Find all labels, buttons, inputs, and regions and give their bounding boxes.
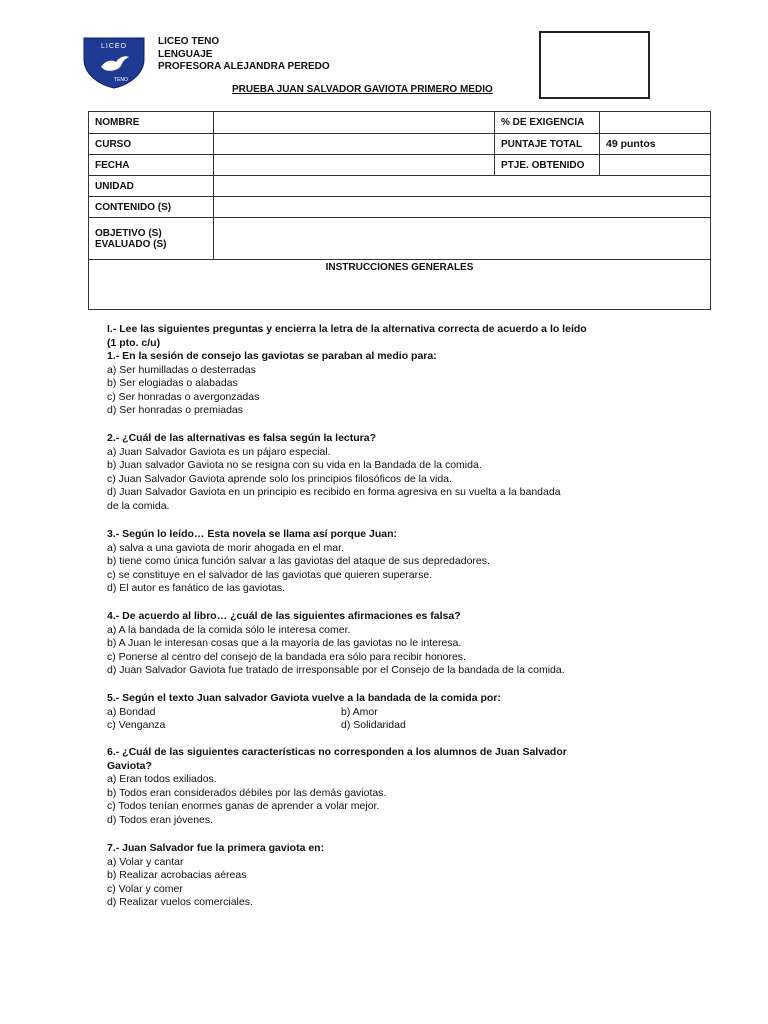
question-4-option-d[interactable]: d) Juan Salvador Gaviota fue tratado de irresponsable por el Consejo de la bandada de la comida.: [107, 664, 565, 677]
question-7-option-a[interactable]: a) Volar y cantar: [107, 855, 184, 868]
label-ptje-obtenido: PTJE. OBTENIDO: [495, 155, 600, 176]
section-line-2: (1 pto. c/u): [107, 336, 161, 349]
question-1-option-c[interactable]: c) Ser honradas o avergonzadas: [107, 390, 260, 403]
label-nombre: NOMBRE: [89, 112, 214, 134]
question-6-stem-cont: Gaviota?: [107, 759, 152, 772]
question-6-option-d[interactable]: d) Todos eran jóvenes.: [107, 813, 214, 826]
school-logo: [83, 37, 145, 89]
question-7: [107, 842, 324, 910]
logo-text-top: LICEO: [100, 43, 128, 50]
question-3-option-a[interactable]: a) salva a una gaviota de morir ahogada en el mar.: [107, 541, 344, 554]
school-info: [158, 36, 330, 74]
field-exigencia[interactable]: [600, 112, 711, 134]
instrucciones-generales: INSTRUCCIONES GENERALES: [89, 260, 711, 310]
question-6-option-c[interactable]: c) Todos tenían enormes ganas de aprender a volar mejor.: [107, 800, 380, 813]
question-5-stem: 5.- Según el texto Juan salvador Gaviota vuelve a la bandada de la comida por:: [107, 692, 501, 704]
question-5-option-d[interactable]: d) Solidaridad: [341, 719, 406, 732]
label-fecha: FECHA: [89, 155, 214, 176]
question-5-option-c[interactable]: c) Venganza: [107, 719, 166, 732]
question-1-option-d[interactable]: d) Ser honradas o premiadas: [107, 404, 243, 417]
question-2: [107, 432, 561, 514]
question-2-option-a[interactable]: a) Juan Salvador Gaviota es un pájaro especial.: [107, 445, 331, 458]
school-subject: LENGUAJE: [158, 48, 213, 60]
question-4-option-c[interactable]: c) Ponerse al centro del consejo de la bandada era sólo para recibir honores.: [107, 650, 466, 663]
question-2-option-d[interactable]: d) Juan Salvador Gaviota en un principio es recibido en forma agresiva en su vuelta a la bandada: [107, 486, 561, 499]
label-objetivo-line1: OBJETIVO (S): [95, 227, 162, 239]
question-2-option-d-cont[interactable]: de la comida.: [107, 499, 170, 512]
school-teacher: PROFESORA ALEJANDRA PEREDO: [158, 61, 330, 72]
question-5-option-a[interactable]: a) Bondad: [107, 705, 156, 718]
label-curso: CURSO: [89, 134, 214, 155]
question-1-option-b[interactable]: b) Ser elogiadas o alabadas: [107, 377, 238, 390]
question-1: [107, 350, 437, 418]
grade-box[interactable]: [539, 31, 650, 99]
field-curso[interactable]: [214, 134, 495, 155]
student-info-table: [88, 111, 711, 310]
question-6-stem: 6.- ¿Cuál de las siguientes características no corresponden a los alumnos de Juan Salvador: [107, 746, 567, 758]
question-3: [107, 528, 490, 596]
label-unidad: UNIDAD: [89, 176, 214, 197]
question-1-stem: 1.- En la sesión de consejo las gaviotas se paraban al medio para:: [107, 350, 437, 362]
question-7-option-b[interactable]: b) Realizar acrobacias aéreas: [107, 869, 247, 882]
question-4-option-b[interactable]: b) A Juan le interesan cosas que a la mayoría de las gaviotas no le interesa.: [107, 637, 462, 650]
field-objetivo[interactable]: [214, 218, 711, 260]
question-2-stem: 2.- ¿Cuál de las alternativas es falsa según la lectura?: [107, 432, 377, 444]
question-1-option-a[interactable]: a) Ser humilladas o desterradas: [107, 363, 256, 376]
question-2-option-b[interactable]: b) Juan salvador Gaviota no se resigna con su vida en la Bandada de la comida.: [107, 459, 482, 472]
question-5: [107, 692, 501, 733]
label-exigencia: % DE EXIGENCIA: [495, 112, 600, 134]
question-2-option-c[interactable]: c) Juan Salvador Gaviota aprende solo los principios filosóficos de la vida.: [107, 472, 452, 485]
school-name: LICEO TENO: [158, 36, 220, 47]
section-instructions: [107, 323, 587, 350]
field-nombre[interactable]: [214, 112, 495, 134]
field-contenido[interactable]: [214, 197, 711, 218]
logo-text-bottom: TENO: [114, 77, 128, 83]
field-unidad[interactable]: [214, 176, 711, 197]
question-3-stem: 3.- Según lo leído… Esta novela se llama así porque Juan:: [107, 528, 397, 540]
exam-title: PRUEBA JUAN SALVADOR GAVIOTA PRIMERO MEDIO: [232, 84, 493, 95]
value-puntaje-total: 49 puntos: [600, 134, 711, 155]
question-3-option-d[interactable]: d) El autor es fanático de las gaviotas.: [107, 582, 286, 595]
question-7-option-d[interactable]: d) Realizar vuelos comerciales.: [107, 896, 253, 909]
question-7-stem: 7.- Juan Salvador fue la primera gaviota en:: [107, 842, 325, 854]
question-5-option-b[interactable]: b) Amor: [341, 705, 378, 718]
label-objetivo: [89, 218, 214, 260]
question-6: [107, 746, 567, 828]
field-ptje-obtenido[interactable]: [600, 155, 711, 176]
question-6-option-b[interactable]: b) Todos eran considerados débiles por las demás gaviotas.: [107, 786, 387, 799]
section-line-1: I.- Lee las siguientes preguntas y encierra la letra de la alternativa correcta de acuerdo a lo leído: [107, 323, 587, 335]
question-6-option-a[interactable]: a) Eran todos exiliados.: [107, 773, 217, 786]
question-4-option-a[interactable]: a) A la bandada de la comida sólo le interesa comer.: [107, 623, 351, 636]
label-puntaje-total: PUNTAJE TOTAL: [495, 134, 600, 155]
label-contenido: CONTENIDO (S): [89, 197, 214, 218]
question-4-stem: 4.- De acuerdo al libro… ¿cuál de las siguientes afirmaciones es falsa?: [107, 610, 461, 622]
field-fecha[interactable]: [214, 155, 495, 176]
question-3-option-b[interactable]: b) tiene como única función salvar a las gaviotas del ataque de sus depredadores.: [107, 555, 490, 568]
question-4: [107, 610, 565, 678]
label-objetivo-line2: EVALUADO (S): [95, 238, 167, 250]
question-3-option-c[interactable]: c) se constituye en el salvador de las gaviotas que quieren superarse.: [107, 568, 433, 581]
question-7-option-c[interactable]: c) Volar y comer: [107, 882, 183, 895]
